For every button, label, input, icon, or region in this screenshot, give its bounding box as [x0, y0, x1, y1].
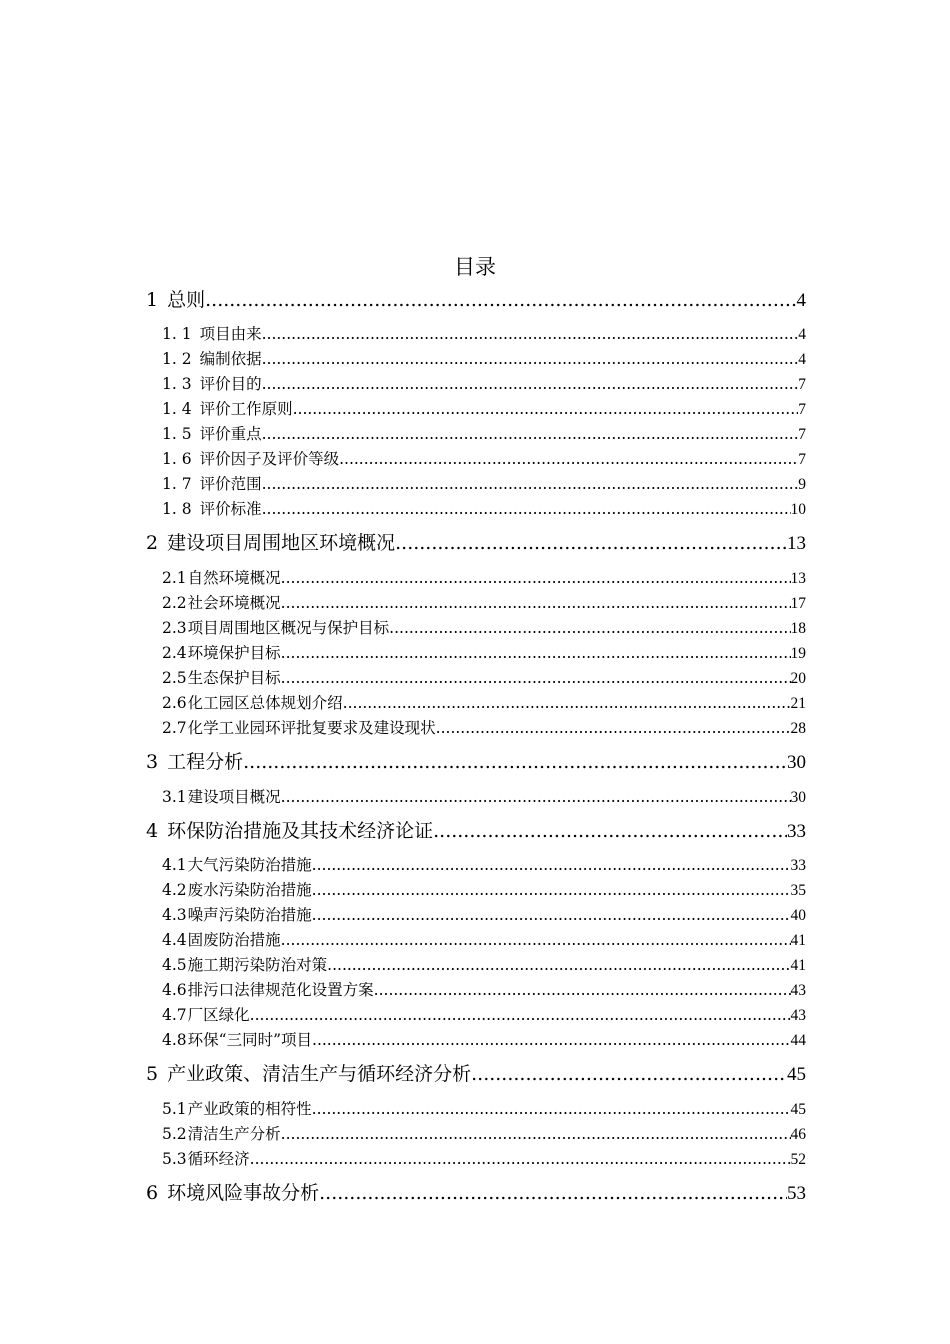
- toc-section-entry[interactable]: [162, 1099, 806, 1120]
- toc-entry-label: 建设项目概况: [187, 788, 281, 806]
- toc-dot-leader: [262, 374, 799, 394]
- toc-chapter-entry[interactable]: [146, 749, 806, 776]
- toc-entry-page: 20: [790, 670, 806, 687]
- toc-dot-leader: [312, 1030, 790, 1050]
- toc-entry-label: 工程分析: [167, 751, 244, 773]
- toc-entry-page: 7: [798, 376, 806, 393]
- toc-dot-leader: [281, 643, 791, 663]
- toc-section-entry[interactable]: [162, 718, 806, 739]
- toc-entry-number: 2.2: [162, 594, 187, 612]
- toc-section-entry[interactable]: [162, 787, 806, 808]
- toc-section-entry[interactable]: [162, 474, 806, 495]
- toc-entry-number: 1. 8: [162, 500, 192, 518]
- toc-entry-page: 35: [790, 882, 806, 899]
- toc-section-entry[interactable]: [162, 424, 806, 445]
- toc-entry-label: 化工园区总体规划介绍: [187, 694, 343, 712]
- toc-entry-page: 4: [796, 290, 806, 311]
- toc-section-entry[interactable]: [162, 1030, 806, 1051]
- toc-section-entry[interactable]: [162, 693, 806, 714]
- toc-section-entry[interactable]: [162, 618, 806, 639]
- toc-dot-leader: [250, 1005, 791, 1025]
- toc-entry-number: 2.5: [162, 669, 187, 687]
- toc-entry-page: 7: [798, 451, 806, 468]
- toc-dot-leader: [281, 668, 791, 688]
- toc-section-entry[interactable]: [162, 499, 806, 520]
- toc-entry-number: 4.3: [162, 906, 187, 924]
- toc-entry-page: 53: [787, 1183, 806, 1204]
- toc-chapter-entry[interactable]: [146, 1061, 806, 1088]
- toc-entry-number: 5: [146, 1063, 159, 1085]
- toc-dot-leader: [262, 349, 799, 369]
- toc-dot-leader: [281, 593, 791, 613]
- toc-title: 目录: [454, 255, 496, 279]
- toc-entry-number: 4.8: [162, 1031, 187, 1049]
- toc-entry-number: 1: [146, 289, 159, 311]
- toc-dot-leader: [312, 880, 791, 900]
- toc-dot-leader: [250, 1149, 791, 1169]
- toc-dot-leader: [436, 718, 791, 738]
- toc-entry-label: 废水污染防治措施: [187, 881, 312, 899]
- toc-section-entry[interactable]: [162, 593, 806, 614]
- toc-entry-number: 2.7: [162, 719, 187, 737]
- toc-entry-number: 5.2: [162, 1125, 187, 1143]
- toc-dot-leader: [243, 749, 787, 775]
- toc-entry-number: 2.4: [162, 644, 187, 662]
- toc-entry-number: 3.1: [162, 788, 187, 806]
- toc-chapter-entry[interactable]: [146, 1180, 806, 1207]
- toc-entry-page: 30: [790, 789, 806, 806]
- toc-entry-page: 44: [790, 1032, 806, 1049]
- toc-entry-label: 施工期污染防治对策: [187, 956, 328, 974]
- toc-entry-page: 21: [790, 695, 806, 712]
- toc-entry-number: 4.1: [162, 856, 187, 874]
- toc-section-entry[interactable]: [162, 399, 806, 420]
- toc-entry-number: 5.1: [162, 1100, 187, 1118]
- toc-entry-page: 33: [790, 857, 806, 874]
- toc-section-entry[interactable]: [162, 905, 806, 926]
- toc-entry-number: 4.7: [162, 1006, 187, 1024]
- toc-chapter-entry[interactable]: [146, 530, 806, 557]
- toc-entry-page: 4: [798, 326, 806, 343]
- toc-section-entry[interactable]: [162, 324, 806, 345]
- toc-entry-label: 噪声污染防治措施: [187, 906, 312, 924]
- toc-entry-label: 评价因子及评价等级: [199, 450, 340, 468]
- toc-entry-number: 4.6: [162, 981, 187, 999]
- toc-entry-label: 总则: [167, 289, 206, 311]
- toc-entry-page: 45: [787, 1064, 806, 1085]
- toc-dot-leader: [433, 818, 787, 844]
- toc-entry-label: 环境风险事故分析: [167, 1182, 320, 1204]
- toc-dot-leader: [312, 1099, 791, 1119]
- toc-dot-leader: [281, 930, 791, 950]
- toc-entry-page: 13: [787, 533, 806, 554]
- toc-section-entry[interactable]: [162, 374, 806, 395]
- toc-section-entry[interactable]: [162, 449, 806, 470]
- toc-entry-page: 30: [787, 752, 806, 773]
- toc-entry-page: 43: [790, 1007, 806, 1024]
- toc-section-entry[interactable]: [162, 955, 806, 976]
- toc-dot-leader: [205, 287, 796, 313]
- toc-entry-page: 10: [790, 501, 806, 518]
- toc-dot-leader: [281, 1124, 791, 1144]
- toc-section-entry[interactable]: [162, 349, 806, 370]
- toc-section-entry[interactable]: [162, 855, 806, 876]
- toc-section-entry[interactable]: [162, 980, 806, 1001]
- toc-dot-leader: [312, 855, 791, 875]
- toc-entry-page: 7: [798, 426, 806, 443]
- toc-entry-page: 52: [790, 1151, 806, 1168]
- toc-entry-number: 4.2: [162, 881, 187, 899]
- toc-dot-leader: [293, 399, 799, 419]
- toc-entry-number: 4.4: [162, 931, 187, 949]
- toc-entry-page: 13: [790, 570, 806, 587]
- toc-chapter-entry[interactable]: [146, 287, 806, 314]
- toc-dot-leader: [389, 618, 790, 638]
- toc-entry-number: 2: [146, 532, 159, 554]
- toc-section-entry[interactable]: [162, 643, 806, 664]
- toc-entry-label: 自然环境概况: [187, 569, 281, 587]
- toc-dot-leader: [262, 424, 799, 444]
- toc-entry-label: 固废防治措施: [187, 931, 281, 949]
- toc-chapter-entry[interactable]: [146, 818, 806, 845]
- toc-entry-page: 9: [798, 476, 806, 493]
- toc-entry-label: 循环经济: [187, 1150, 250, 1168]
- toc-section-entry[interactable]: [162, 880, 806, 901]
- toc-entry-page: 19: [790, 645, 806, 662]
- toc-entry-label: 项目周围地区概况与保护目标: [187, 619, 390, 637]
- toc-entry-label: 建设项目周围地区环境概况: [167, 532, 396, 554]
- toc-entry-number: 4: [146, 820, 159, 842]
- toc-dot-leader: [281, 568, 791, 588]
- toc-dot-leader: [262, 474, 799, 494]
- toc-entry-number: 2.3: [162, 619, 187, 637]
- toc-entry-page: 33: [787, 821, 806, 842]
- toc-section-entry[interactable]: [162, 1124, 806, 1145]
- toc-entry-label: 环境保护目标: [187, 644, 281, 662]
- toc-entry-label: 项目由来: [199, 325, 262, 343]
- toc-entry-label: 评价目的: [199, 375, 262, 393]
- toc-entry-label: 编制依据: [199, 350, 262, 368]
- toc-dot-leader: [327, 955, 790, 975]
- toc-entry-page: 4: [798, 351, 806, 368]
- toc-entry-label: 大气污染防治措施: [187, 856, 312, 874]
- toc-dot-leader: [312, 905, 791, 925]
- toc-entry-number: 1. 6: [162, 450, 192, 468]
- toc-dot-leader: [281, 787, 791, 807]
- toc-entry-page: 45: [790, 1101, 806, 1118]
- toc-entry-label: 环保防治措施及其技术经济论证: [167, 820, 434, 842]
- toc-dot-leader: [262, 324, 799, 344]
- toc-entry-label: 社会环境概况: [187, 594, 281, 612]
- toc-section-entry[interactable]: [162, 1149, 806, 1170]
- toc-entry-page: 18: [790, 620, 806, 637]
- toc-section-entry[interactable]: [162, 568, 806, 589]
- toc-entry-page: 46: [790, 1126, 806, 1143]
- toc-entry-label: 生态保护目标: [187, 669, 281, 687]
- toc-entry-number: 1. 5: [162, 425, 192, 443]
- toc-entry-number: 2.6: [162, 694, 187, 712]
- toc-section-entry[interactable]: [162, 668, 806, 689]
- toc-entry-page: 40: [790, 907, 806, 924]
- toc-entry-label: 评价工作原则: [199, 400, 293, 418]
- toc-entry-label: 清洁生产分析: [187, 1125, 281, 1143]
- toc-entry-number: 2.1: [162, 569, 187, 587]
- toc-entry-number: 6: [146, 1182, 159, 1204]
- toc-entry-number: 1. 7: [162, 475, 192, 493]
- toc-dot-leader: [374, 980, 791, 1000]
- toc-dot-leader: [343, 693, 791, 713]
- toc-entry-label: 化学工业园环评批复要求及建设现状: [187, 719, 436, 737]
- toc-section-entry[interactable]: [162, 1005, 806, 1026]
- toc-entry-page: 17: [790, 595, 806, 612]
- toc-entry-label: 产业政策、清洁生产与循环经济分析: [167, 1063, 472, 1085]
- toc-entry-label: 环保“三同时”项目: [187, 1031, 313, 1049]
- toc-dot-leader: [471, 1061, 787, 1087]
- toc-entry-number: 4.5: [162, 956, 187, 974]
- toc-dot-leader: [339, 449, 798, 469]
- toc-dot-leader: [395, 530, 787, 556]
- toc-entry-page: 41: [790, 957, 806, 974]
- toc-entry-label: 评价标准: [199, 500, 262, 518]
- toc-entry-number: 1. 1: [162, 325, 192, 343]
- toc-dot-leader: [262, 499, 791, 519]
- toc-entry-label: 产业政策的相符性: [187, 1100, 312, 1118]
- toc-entry-page: 41: [790, 932, 806, 949]
- toc-entry-label: 厂区绿化: [187, 1006, 250, 1024]
- toc-entry-number: 1. 2: [162, 350, 192, 368]
- toc-dot-leader: [319, 1180, 787, 1206]
- toc-entry-label: 评价范围: [199, 475, 262, 493]
- toc-entry-page: 43: [790, 982, 806, 999]
- toc-entry-number: 3: [146, 751, 159, 773]
- toc-entry-label: 排污口法律规范化设置方案: [187, 981, 374, 999]
- toc-section-entry[interactable]: [162, 930, 806, 951]
- toc-entry-number: 1. 3: [162, 375, 192, 393]
- toc-entry-number: 5.3: [162, 1150, 187, 1168]
- toc-entry-label: 评价重点: [199, 425, 262, 443]
- toc-entry-page: 28: [790, 720, 806, 737]
- toc-entry-page: 7: [798, 401, 806, 418]
- toc-entry-number: 1. 4: [162, 400, 192, 418]
